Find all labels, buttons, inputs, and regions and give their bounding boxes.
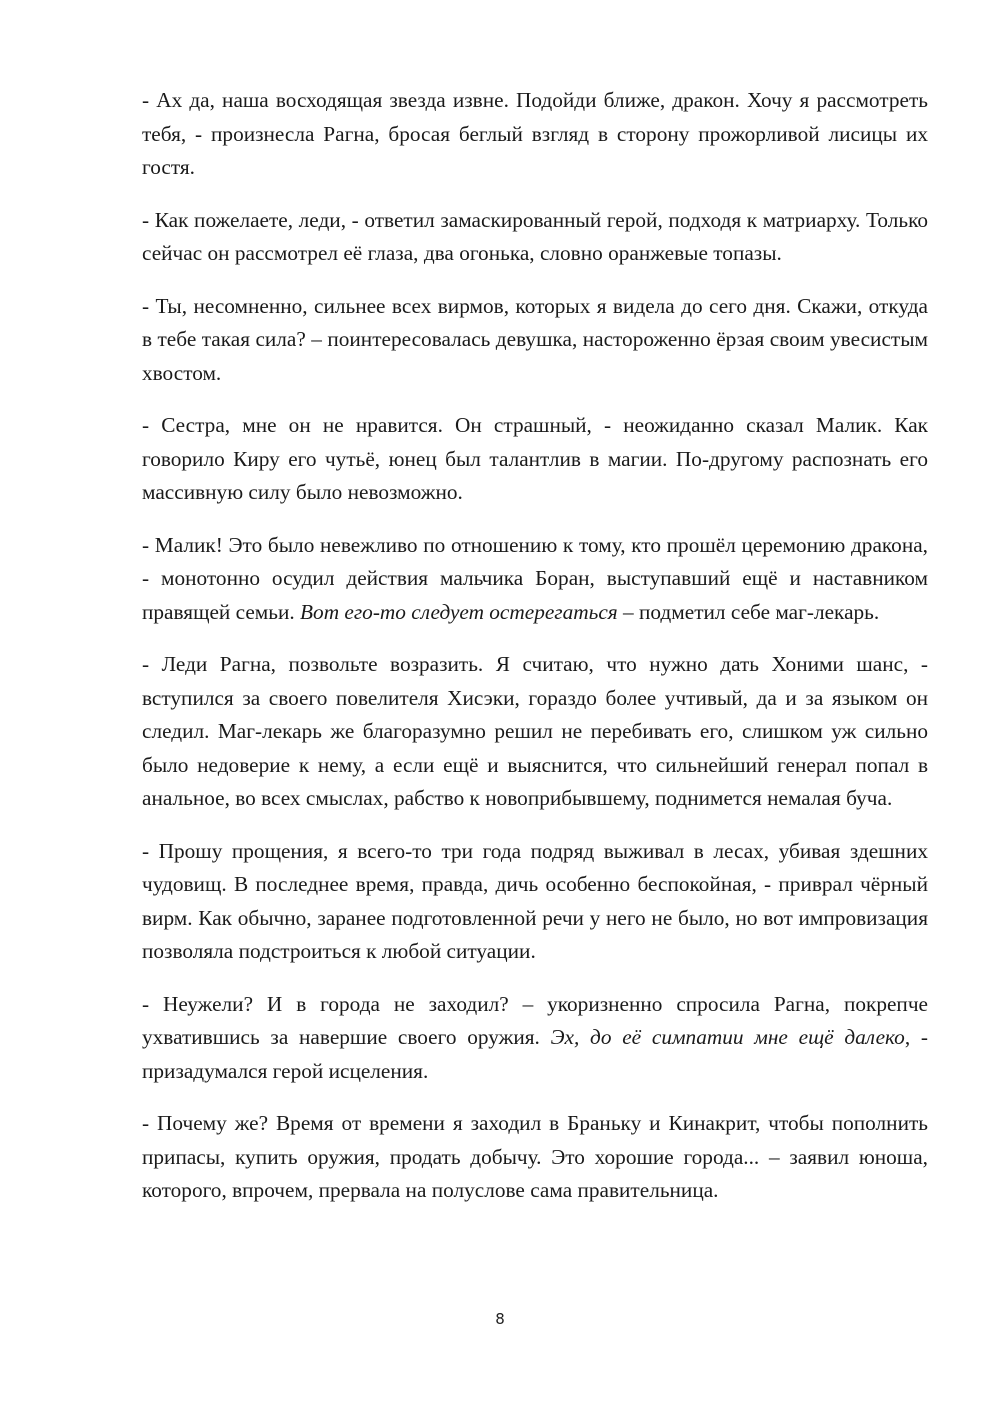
paragraph-text: - Прошу прощения, я всего-то три года подряд выживал в лесах, убивая здешних чудовищ. В последнее время, правда, дичь особенно беспокойная, - приврал чёрный вирм. Как обычно, заранее подготовленной речи у него не было, но вот импровизация позволяла подстроиться к любой ситуации. <box>142 838 928 963</box>
paragraph-text: - Как пожелаете, леди, - ответил замаскированный герой, подходя к матриарху. Только сейчас он рассмотрел её глаза, два огонька, словно оранжевые топазы. <box>142 207 928 265</box>
paragraph-text: - Ты, несомненно, сильнее всех вирмов, которых я видела до сего дня. Скажи, откуда в тебе такая сила? – поинтересовалась девушка, настороженно ёрзая своим увесистым хвостом. <box>142 293 928 385</box>
document-page <box>142 84 928 1227</box>
paragraph-6 <box>142 648 928 816</box>
paragraph-1 <box>142 84 928 185</box>
paragraph-text: - Почему же? Время от времени я заходил в Браньку и Кинакрит, чтобы пополнить припасы, купить оружия, продать добычу. Это хорошие города... – заявил юноша, которого, впрочем, прервала на полуслове сама правительница. <box>142 1111 928 1202</box>
paragraph-5 <box>142 529 928 630</box>
paragraph-text: - Леди Рагна, позвольте возразить. Я считаю, что нужно дать Хоними шанс, - вступился за своего повелителя Хисэки, гораздо более учтивый, да и за языком он следил. Маг-лекарь же благоразумно решил не перебивать его, слишком уж сильно было недоверие к нему, а если ещё и выяснится, что сильнейший генерал попал в анальное, во всех смыслах, рабство к новоприбывшему, поднимется немалая буча. <box>142 652 928 810</box>
paragraph-4 <box>142 409 928 510</box>
page-number: 8 <box>495 1310 505 1328</box>
paragraph-9 <box>142 1107 928 1208</box>
italic-thought: Эх, до её симпатии мне ещё далеко <box>550 1025 905 1049</box>
paragraph-8 <box>142 988 928 1089</box>
paragraph-text: - Малик! Это было невежливо по отношению к тому, кто прошёл церемонию дракона, - монотонно осудил действия мальчика Боран, выступавший ещё и наставником правящей семьи. <box>142 532 928 624</box>
paragraph-text: – подметил себе маг-лекарь. <box>617 599 880 624</box>
paragraph-text: - Ах да, наша восходящая звезда извне. Подойди ближе, дракон. Хочу я рассмотреть тебя, - произнесла Рагна, бросая беглый взгляд в сторону прожорливой лисицы их гостя. <box>142 88 928 179</box>
paragraph-3 <box>142 290 928 391</box>
paragraph-2 <box>142 204 928 271</box>
paragraph-text: - Сестра, мне он не нравится. Он страшный, - неожиданно сказал Малик. Как говорило Киру его чутьё, юнец был талантлив в магии. По-другому распознать его массивную силу было невозможно. <box>142 413 928 504</box>
paragraph-text: , - призадумался герой исцеления. <box>142 1025 928 1083</box>
paragraph-text: - Неужели? И в города не заходил? – укоризненно спросила Рагна, покрепче ухватившись за навершие своего оружия. <box>142 991 928 1049</box>
paragraph-7 <box>142 835 928 969</box>
italic-thought: Вот его-то следует остерегаться <box>300 599 618 624</box>
